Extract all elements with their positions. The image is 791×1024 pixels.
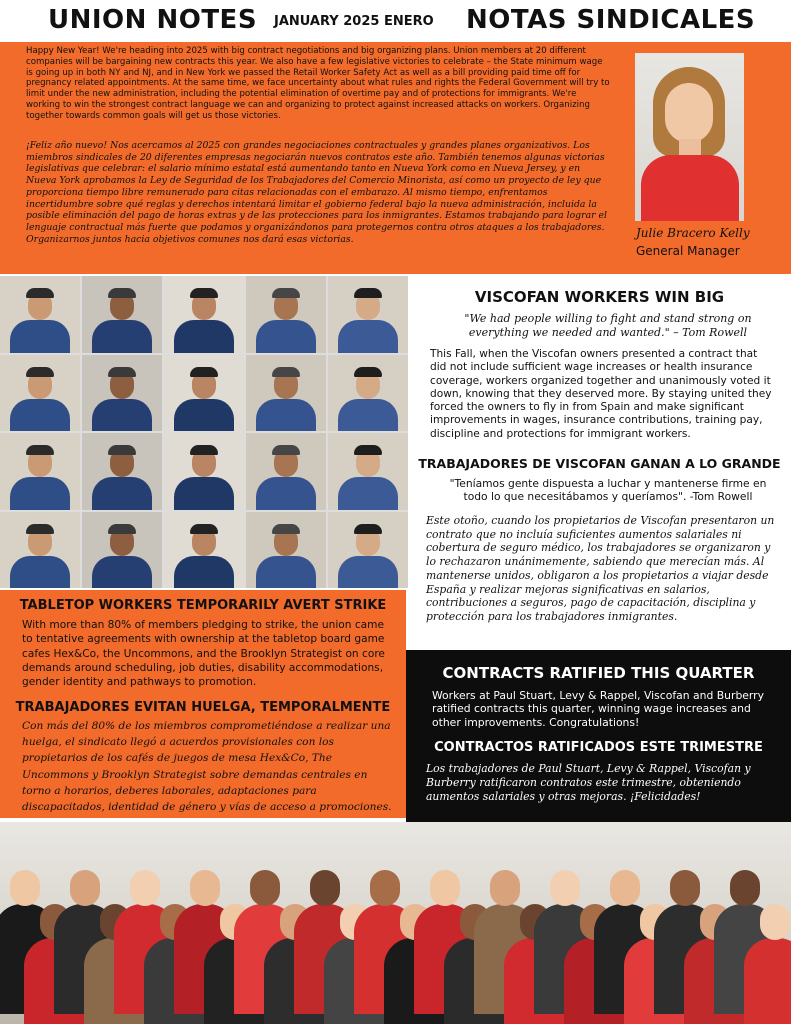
- worker-photo: [164, 276, 244, 353]
- worker-photo: [328, 276, 408, 353]
- tabletop-article: [0, 590, 406, 818]
- tabletop-body-es: Con más del 80% de los miembros comprometiéndose a realizar una huelga, el sindicato llegó a acuerdos provisionales con los propietarios de los cafés de juegos de mesa Hex&Co, The Uncommons y Brooklyn Strategist sobre demandas centrales en torno a horarios, deberes laborales, adaptaciones para discapacitados, identidad de género y vías de acceso a promociones.: [22, 720, 392, 814]
- contracts-body-es: Los trabajadores de Paul Stuart, Levy & Rappel, Viscofan y Burberry ratificaron contratos este trimestre, obteniendo aumentos salariales y otras mejoras. ¡Felicidades!: [426, 762, 751, 803]
- worker-photo: [82, 433, 162, 510]
- viscofan-headline-en: VISCOFAN WORKERS WIN BIG: [474, 288, 725, 306]
- worker-photo: [328, 355, 408, 432]
- contracts-headline-es: CONTRACTOS RATIFICADOS ESTE TRIMESTRE: [434, 740, 763, 755]
- worker-photo: [246, 433, 326, 510]
- worker-photo: [0, 433, 80, 510]
- worker-photo: [164, 355, 244, 432]
- viscofan-body-en: This Fall, when the Viscofan owners presented a contract that did not include sufficient wage increases or health insurance coverage, workers organized together and unanimously voted it down, knowing that they deserved more. By staying united they forced the owners to fly in from Spain and make significant improvements in wages, insurance contributions, training pay, discipline and protections for immigrant workers.: [430, 348, 772, 440]
- viscofan-worker-photo-grid: [0, 276, 408, 588]
- viscofan-quote-en: "We had people willing to fight and stand strong on everything we needed and wanted." – Tom Rowell: [464, 312, 752, 339]
- worker-photo: [0, 276, 80, 353]
- worker-photo: [164, 433, 244, 510]
- viscofan-headline-es: TRABAJADORES DE VISCOFAN GANAN A LO GRANDE: [418, 456, 781, 471]
- worker-photo: [246, 276, 326, 353]
- worker-photo: [82, 355, 162, 432]
- intro-text-es: ¡Feliz año nuevo! Nos acercamos al 2025 con grandes negociaciones contractuales y grandes planes organizativos. Los miembros sindicales de 20 diferentes empresas negociarán nuevos contratos este año. También tenemos algunas victorias legislativas que celebrar: el salario mínimo estatal está aumentando tanto en Nueva York como en Nueva Jersey, y en Nueva York aprobamos la Ley de Seguridad de los Trabajadores del Comercio Minorista, así como un proyecto de ley que proporciona tiempo libre remunerado para citas relacionadas con el embarazo. Al mismo tiempo, enfrentamos incertidumbre sobre qué reglas y derechos intentará limitar el gobierno federal bajo la nueva administración, incluida la posible eliminación del pago de horas extras y de las protecciones para los inmigrantes. Estamos trabajando para lograr el lenguaje contractual más fuerte que podamos y organizándonos para protegernos contra otros ataques a los trabajadores. Organizarnos juntos hacia objetivos comunes nos dará esas victorias.: [26, 140, 607, 245]
- worker-photo: [246, 355, 326, 432]
- general-manager-photo: [635, 53, 744, 221]
- tabletop-body-en: With more than 80% of members pledging to strike, the union came to tentative agreements with ownership at the tabletop board game cafes Hex&Co, the Uncommons, and the Brooklyn Strategist on core demands around scheduling, job duties, disability accommodations, gender identity and pathways to promotion.: [22, 619, 385, 689]
- worker-photo: [328, 512, 408, 589]
- intro-text-en: Happy New Year! We're heading into 2025 with big contract negotiations and big organizing plans. Union members at 20 different companies will be bargaining new contracts this year. We also have a few legislative victories to celebrate – the State minimum wage is going up in both NY and NJ, and in New York we passed the Retail Worker Safety Act as well as a bill providing paid time off for pregnancy related appointments. At the same time, we face uncertainty about what rules and rights the Federal Government will try to limit under the new administration, including the potential elimination of overtime pay and of protections for immigrants. We're working to win the strongest contract language we can and organizing to protect against increased attacks on workers. Organizing together towards common goals will get us those victories.: [26, 46, 610, 121]
- viscofan-article: [408, 276, 791, 648]
- newsletter-title-es: NOTAS SINDICALES: [466, 5, 756, 35]
- group-photo: [0, 822, 791, 1024]
- worker-photo: [82, 512, 162, 589]
- newsletter-title-en: UNION NOTES: [48, 5, 258, 35]
- masthead: [0, 0, 791, 44]
- viscofan-body-es: Este otoño, cuando los propietarios de Viscofan presentaron un contrato que no incluía suficientes aumentos salariales ni cobertura de seguro médico, los trabajadores se organizaron y lo rechazaron unánimemente, sabiendo que merecían más. Al mantenerse unidos, obligaron a los propietarios a viajar desde España y realizar mejoras significativas en salarios, contribuciones a seguros, pago de capacitación, disciplina y protección para los trabajadores inmigrantes.: [426, 514, 775, 623]
- worker-photo: [0, 512, 80, 589]
- tabletop-headline-en: TABLETOP WORKERS TEMPORARILY AVERT STRIKE: [19, 598, 387, 613]
- intro-section: [0, 42, 791, 274]
- issue-date: JANUARY 2025 ENERO: [274, 14, 434, 29]
- viscofan-quote-es: "Teníamos gente dispuesta a luchar y mantenerse firme en todo lo que necesitábamos y queríamos". -Tom Rowell: [449, 477, 767, 504]
- tabletop-headline-es: TRABAJADORES EVITAN HUELGA, TEMPORALMENTE: [15, 700, 391, 715]
- contracts-body-en: Workers at Paul Stuart, Levy & Rappel, Viscofan and Burberry ratified contracts this quarter, winning wage increases and other improvements. Congratulations!: [432, 689, 765, 729]
- contracts-headline-en: CONTRACTS RATIFIED THIS QUARTER: [442, 664, 755, 682]
- contracts-ratified-section: [406, 650, 791, 824]
- worker-photo: [0, 355, 80, 432]
- worker-photo: [328, 433, 408, 510]
- worker-photo: [82, 276, 162, 353]
- general-manager-title: General Manager: [636, 244, 740, 258]
- worker-photo: [164, 512, 244, 589]
- general-manager-name: Julie Bracero Kelly: [636, 226, 750, 240]
- worker-photo: [246, 512, 326, 589]
